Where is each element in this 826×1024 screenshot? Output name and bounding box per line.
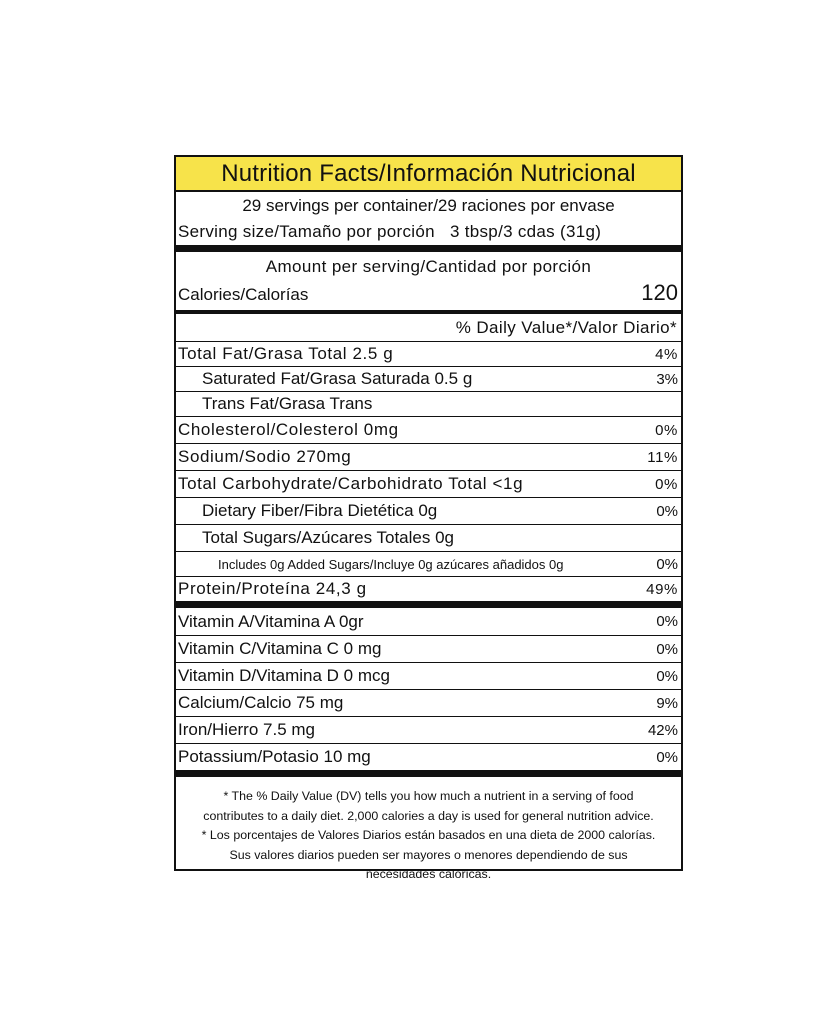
serving-size-label: Serving size/Tamaño por porción (178, 222, 435, 241)
vitamin-row-iron (176, 716, 681, 743)
vitamin-row-calcium (176, 689, 681, 716)
vitamin-pct: 0% (656, 640, 678, 658)
nutrient-row-trans-fat (176, 391, 681, 416)
footnote-line: contributes to a daily diet. 2,000 calories a day is used for general nutrition advice. (203, 808, 654, 823)
nutrient-row-total-carbohydrate (176, 470, 681, 497)
nutrient-row-dietary-fiber (176, 497, 681, 524)
serving-size (176, 219, 681, 245)
calories-value: 120 (641, 280, 678, 305)
nutrient-pct: 0% (655, 421, 678, 439)
vitamin-name: Vitamin C/Vitamina C 0 mg (178, 639, 382, 658)
nutrient-row-total-sugars (176, 524, 681, 551)
vitamin-name: Iron/Hierro 7.5 mg (178, 720, 315, 739)
nutrient-name: Total Carbohydrate/Carbohidrato Total <1g (178, 474, 524, 493)
vitamin-pct: 0% (656, 667, 678, 685)
nutrient-row-cholesterol (176, 416, 681, 443)
vitamin-row-a (176, 608, 681, 635)
label-title: Nutrition Facts/Información Nutricional (176, 157, 681, 192)
nutrient-pct: 0% (656, 502, 678, 520)
calories-row (176, 280, 681, 306)
servings-per-container: 29 servings per container/29 raciones por envase (242, 196, 615, 215)
nutrient-name: Dietary Fiber/Fibra Dietética 0g (202, 501, 438, 520)
vitamin-row-c (176, 635, 681, 662)
divider-thick (176, 245, 681, 252)
amount-per-serving: Amount per serving/Cantidad por porción (265, 257, 592, 276)
divider-thick (176, 601, 681, 608)
daily-value-header: % Daily Value*/Valor Diario* (455, 318, 677, 337)
nutrient-name: Total Fat/Grasa Total 2.5 g (178, 344, 394, 363)
footnote (176, 770, 681, 885)
footnote-line: * The % Daily Value (DV) tells you how much a nutrient in a serving of food (223, 789, 634, 803)
vitamin-name: Potassium/Potasio 10 mg (178, 747, 371, 766)
nutrition-facts-label (174, 155, 683, 881)
nutrient-name: Sodium/Sodio 270mg (178, 447, 352, 466)
vitamin-name: Vitamin D/Vitamina D 0 mcg (178, 666, 390, 685)
vitamin-row-d (176, 662, 681, 689)
nutrient-row-added-sugars (176, 551, 681, 576)
nutrient-row-saturated-fat (176, 366, 681, 391)
nutrient-pct: 0% (656, 555, 678, 573)
nutrient-pct: 11% (647, 448, 678, 466)
vitamin-pct: 0% (656, 613, 678, 630)
footnote-line: necesidades calóricas. (365, 867, 492, 881)
vitamin-row-potassium (176, 743, 681, 770)
nutrient-pct: 3% (656, 370, 678, 388)
vitamin-pct: 42% (647, 721, 678, 739)
serving-size-value: 3 tbsp/3 cdas (31g) (449, 222, 602, 241)
nutrient-row-protein (176, 576, 681, 601)
vitamin-pct: 9% (656, 694, 678, 712)
nutrient-name: Trans Fat/Grasa Trans (202, 394, 373, 413)
nutrient-pct: 4% (655, 345, 678, 363)
footnote-line: * Los porcentajes de Valores Diarios están basados en una dieta de 2000 calorías. (201, 828, 656, 842)
vitamin-name: Calcium/Calcio 75 mg (178, 693, 344, 712)
nutrient-pct: 49% (646, 580, 678, 598)
footnote-line: Sus valores diarios pueden ser mayores o menores dependiendo de sus (229, 847, 628, 862)
nutrient-name: Total Sugars/Azúcares Totales 0g (202, 528, 454, 547)
vitamin-pct: 0% (656, 748, 678, 766)
nutrient-name: Cholesterol/Colesterol 0mg (178, 420, 399, 439)
nutrient-name: Saturated Fat/Grasa Saturada 0.5 g (202, 369, 473, 388)
nutrient-row-sodium (176, 443, 681, 470)
vitamin-name: Vitamin A/Vitamina A 0gr (178, 611, 364, 631)
nutrient-name: Protein/Proteína 24,3 g (178, 579, 367, 598)
nutrient-name: Includes 0g Added Sugars/Incluye 0g azúcares añadidos 0g (218, 556, 564, 572)
nutrient-pct: 0% (655, 475, 678, 493)
calories-label: Calories/Calorías (178, 285, 309, 304)
nutrient-row-total-fat (176, 341, 681, 366)
